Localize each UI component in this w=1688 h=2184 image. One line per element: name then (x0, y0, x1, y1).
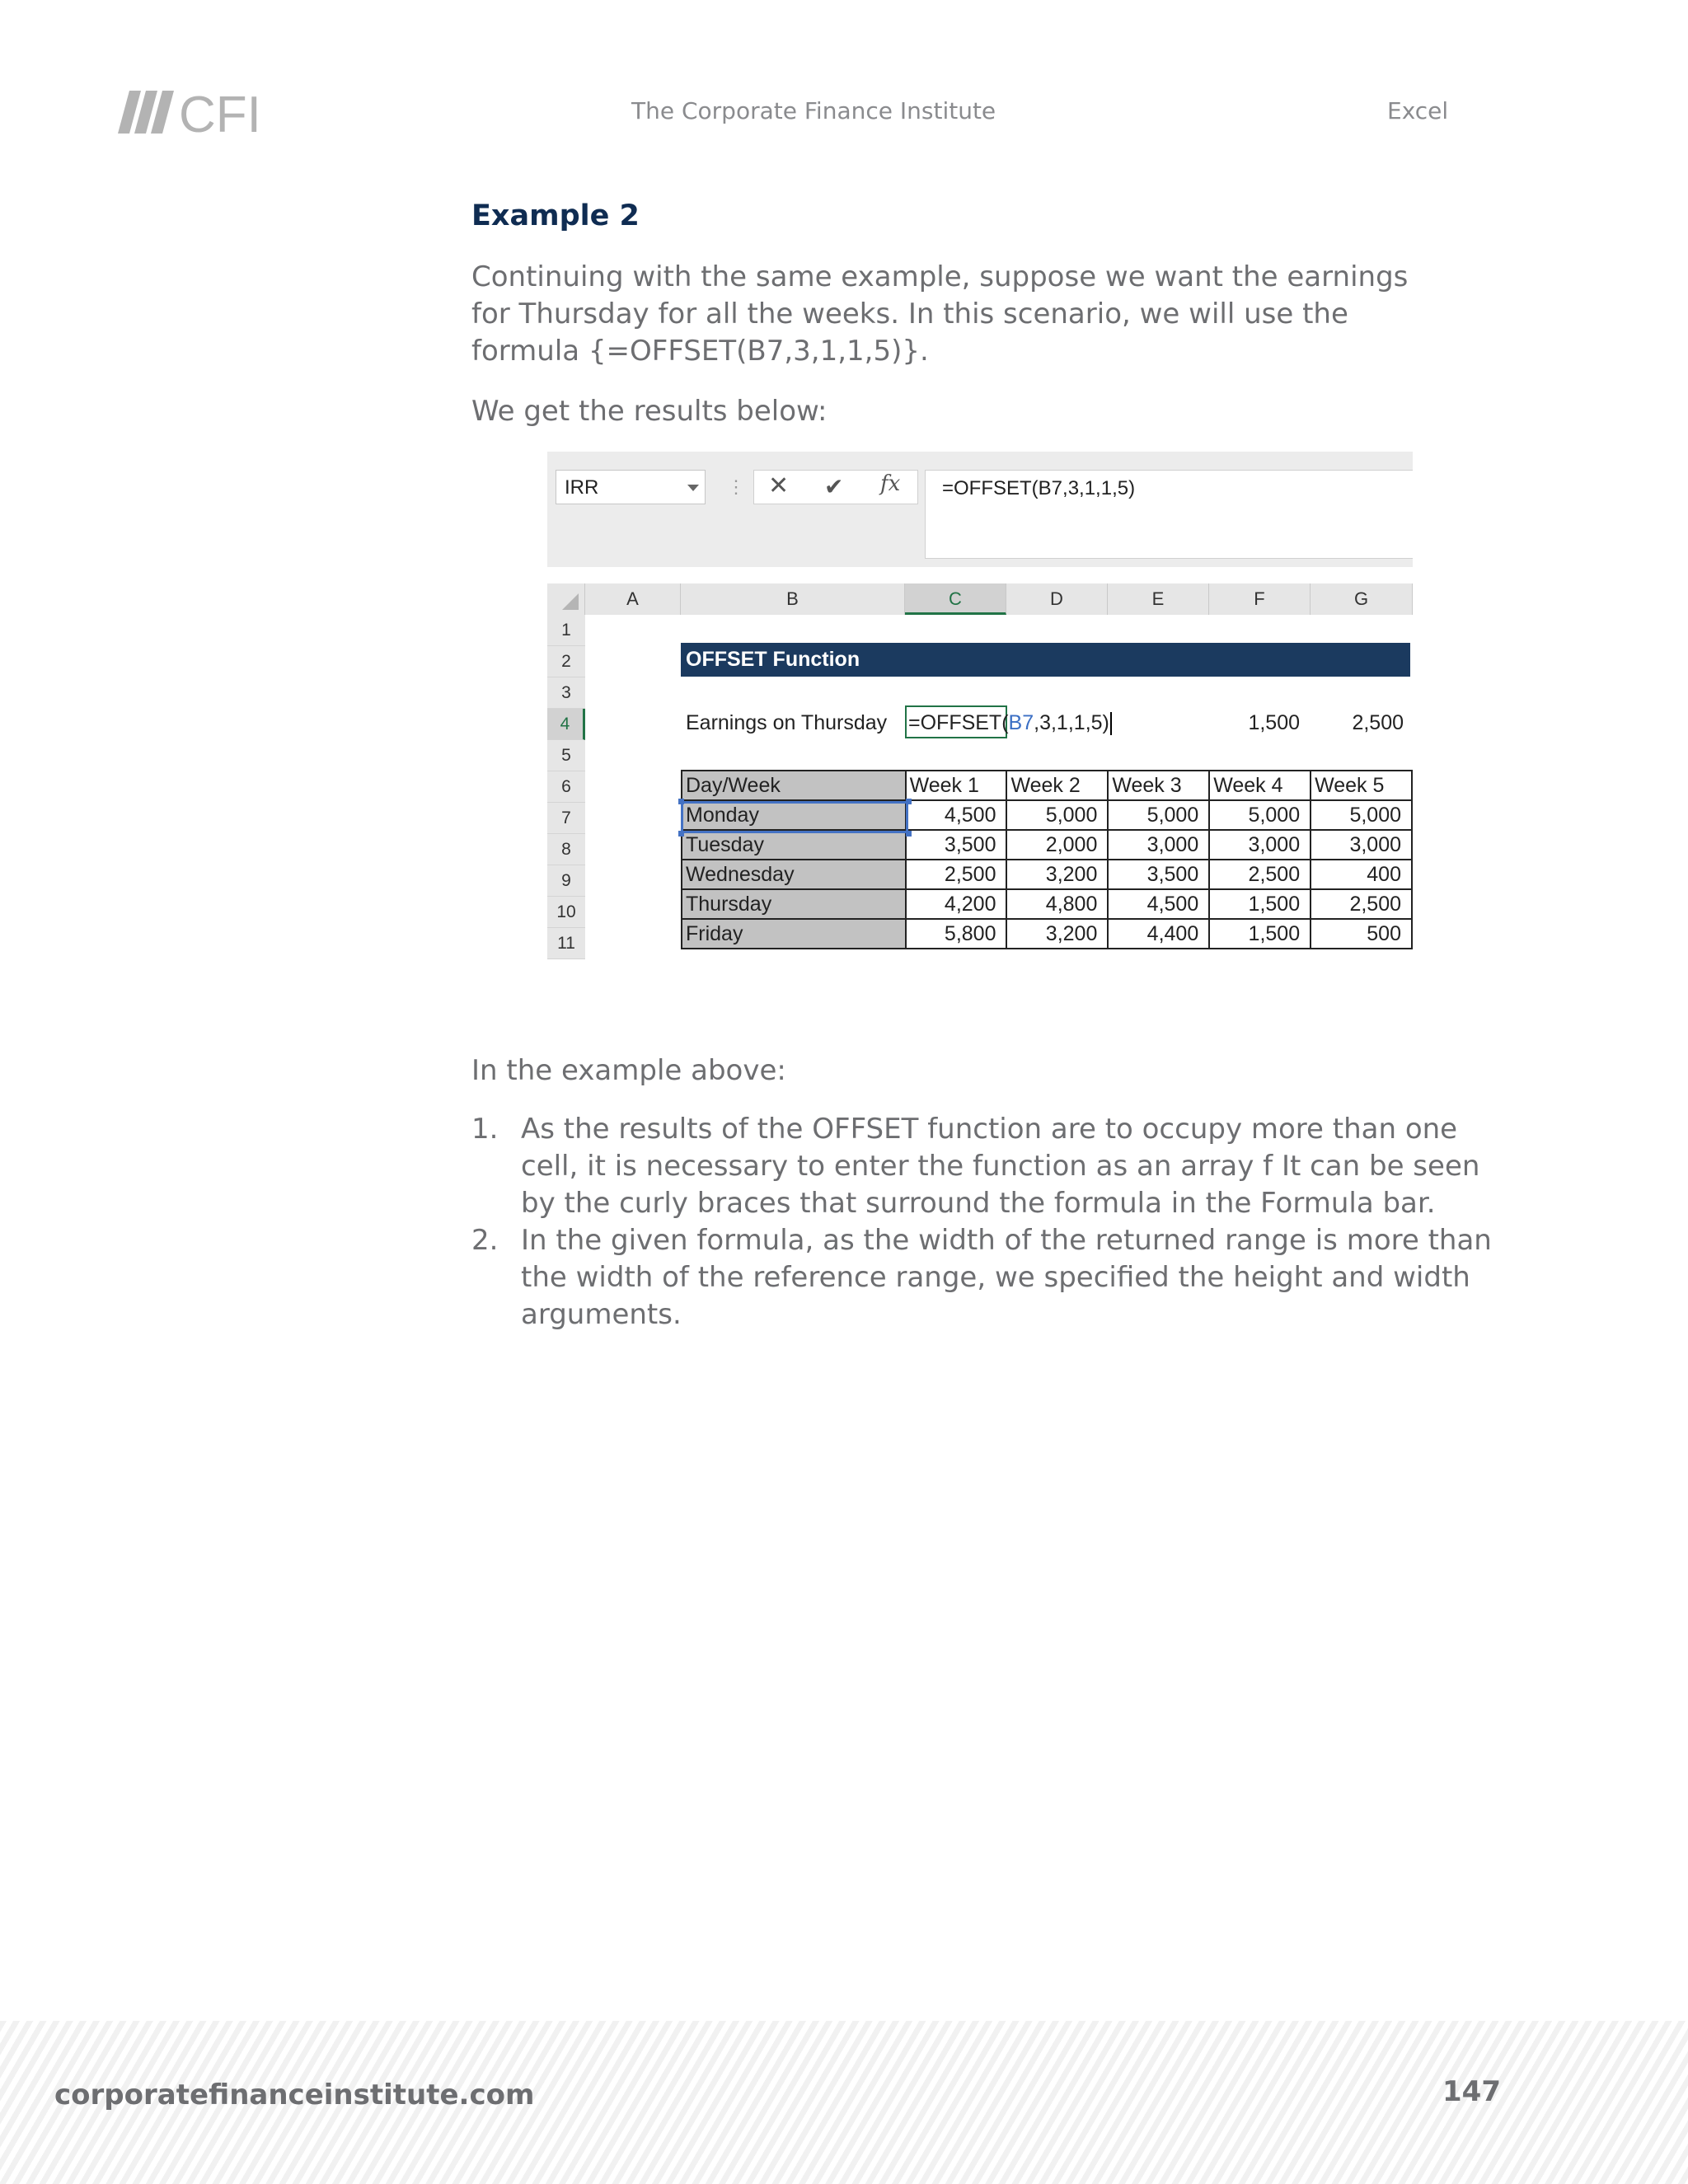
table-cell[interactable]: 500 (1311, 919, 1412, 949)
formula-prefix: =OFFSET( (908, 711, 1009, 734)
row-header-7[interactable]: 7 (547, 803, 585, 834)
row-header-2[interactable]: 2 (547, 646, 585, 677)
page-number: 147 (1442, 2075, 1501, 2108)
formula-cell-text (908, 707, 1112, 738)
row-header-3[interactable]: 3 (547, 677, 585, 709)
cfi-logo (113, 82, 278, 140)
row-header-6[interactable]: 6 (547, 771, 585, 803)
table-cell[interactable]: 1,500 (1209, 889, 1311, 919)
row-header-4[interactable]: 4 (547, 709, 585, 740)
table-cell[interactable]: 3,000 (1311, 830, 1412, 860)
table-cell[interactable]: Monday (682, 800, 906, 830)
insert-function-icon[interactable]: fx (880, 471, 901, 496)
explanation-list (471, 1111, 1510, 1333)
table-cell[interactable]: 2,500 (906, 860, 1007, 889)
table-cell[interactable]: 4,800 (1006, 889, 1108, 919)
table-cell[interactable]: 3,000 (1209, 830, 1311, 860)
header-title: The Corporate Finance Institute (631, 97, 996, 124)
table-cell[interactable]: 4,500 (1108, 889, 1209, 919)
column-header-c[interactable]: C (905, 583, 1006, 615)
table-header-cell[interactable]: Week 4 (1209, 771, 1311, 800)
select-all-icon (562, 593, 579, 610)
table-cell[interactable]: Thursday (682, 889, 906, 919)
table-row (682, 800, 1412, 830)
text-cursor (1110, 712, 1112, 735)
table-cell[interactable]: 3,200 (1006, 919, 1108, 949)
table-cell[interactable]: 4,500 (906, 800, 1007, 830)
table-header-cell[interactable]: Week 2 (1006, 771, 1108, 800)
table-cell[interactable]: 3,000 (1108, 830, 1209, 860)
table-cell[interactable]: Friday (682, 919, 906, 949)
svg-text:CFI: CFI (179, 87, 261, 140)
list-number: 1. (471, 1113, 499, 1146)
column-header-b[interactable]: B (681, 583, 905, 615)
row-header-10[interactable]: 10 (547, 897, 585, 928)
column-header-a[interactable]: A (585, 583, 681, 615)
list-number: 2. (471, 1224, 499, 1257)
table-row (682, 860, 1412, 889)
row-header-8[interactable]: 8 (547, 834, 585, 865)
table-cell[interactable]: 3,200 (1006, 860, 1108, 889)
table-header-row (682, 771, 1412, 800)
paragraph-results: We get the results below: (471, 395, 828, 428)
table-cell[interactable]: 2,500 (1311, 889, 1412, 919)
spill-cell-g4[interactable]: 2,500 (1352, 711, 1404, 734)
paragraph-explanation: In the example above: (471, 1054, 786, 1087)
table-cell[interactable]: Wednesday (682, 860, 906, 889)
table-cell[interactable]: 5,000 (1311, 800, 1412, 830)
table-row (682, 889, 1412, 919)
list-item (471, 1111, 1510, 1222)
table-cell[interactable]: 4,400 (1108, 919, 1209, 949)
table-header-cell[interactable]: Day/Week (682, 771, 906, 800)
table-cell[interactable]: 5,000 (1108, 800, 1209, 830)
table-cell[interactable]: 5,800 (906, 919, 1007, 949)
resize-handle[interactable] (906, 831, 912, 837)
column-header-f[interactable]: F (1209, 583, 1311, 615)
table-row (682, 919, 1412, 949)
list-item-text: In the given formula, as the width of the returned range is more than the width of the reference range, we specified the height and width arguments. (521, 1224, 1492, 1331)
column-header-e[interactable]: E (1108, 583, 1209, 615)
table-cell[interactable]: 4,200 (906, 889, 1007, 919)
section-heading: Example 2 (471, 199, 640, 232)
excel-screenshot (547, 452, 1413, 969)
table-header-cell[interactable]: Week 3 (1108, 771, 1209, 800)
row-header-11[interactable]: 11 (547, 928, 585, 959)
list-item-text: As the results of the OFFSET function are to occupy more than one cell, it is necessary to enter the function as an array f It can be seen by the curly braces that surround the formula in the Formula bar. (521, 1113, 1480, 1220)
table-header-cell[interactable]: Week 1 (906, 771, 1007, 800)
earnings-table (681, 770, 1413, 949)
row-header-5[interactable]: 5 (547, 740, 585, 771)
table-cell[interactable]: 5,000 (1209, 800, 1311, 830)
table-cell[interactable]: 400 (1311, 860, 1412, 889)
table-cell[interactable]: 5,000 (1006, 800, 1108, 830)
table-cell[interactable]: Tuesday (682, 830, 906, 860)
table-cell[interactable]: 2,500 (1209, 860, 1311, 889)
formula-suffix: ,3,1,1,5) (1034, 711, 1109, 734)
footer-url[interactable]: corporatefinanceinstitute.com (54, 2079, 535, 2111)
resize-handle[interactable] (906, 799, 912, 804)
spill-cell-f4[interactable]: 1,500 (1248, 711, 1300, 734)
formula-input[interactable]: =OFFSET(B7,3,1,1,5) (925, 470, 1413, 559)
column-header-d[interactable]: D (1006, 583, 1108, 615)
table-cell[interactable]: 2,000 (1006, 830, 1108, 860)
header-section: Excel (1387, 97, 1449, 124)
resize-handle[interactable] (678, 831, 684, 837)
list-item (471, 1222, 1510, 1333)
name-box[interactable]: IRR (556, 470, 706, 504)
check-icon[interactable]: ✔ (824, 474, 844, 499)
cancel-icon[interactable]: ✕ (768, 472, 790, 499)
row-header-9[interactable]: 9 (547, 865, 585, 897)
table-cell[interactable]: 3,500 (906, 830, 1007, 860)
column-header-g[interactable]: G (1311, 583, 1413, 615)
row-header-1[interactable]: 1 (547, 615, 585, 646)
earnings-label-cell[interactable]: Earnings on Thursday (686, 711, 888, 734)
table-row (682, 830, 1412, 860)
table-cell[interactable]: 3,500 (1108, 860, 1209, 889)
paragraph-intro: Continuing with the same example, suppose we want the earnings for Thursday for all the weeks. In this scenario, we will use the formula {=OFFSET(B7,3,1,1,5)}. (471, 260, 1409, 368)
table-cell[interactable]: 1,500 (1209, 919, 1311, 949)
table-header-cell[interactable]: Week 5 (1311, 771, 1412, 800)
formula-reference: B7 (1008, 711, 1034, 734)
chevron-down-icon[interactable] (687, 485, 699, 491)
offset-function-banner: OFFSET Function (681, 643, 1410, 677)
more-options-icon: ⋮ (727, 476, 745, 497)
resize-handle[interactable] (678, 799, 684, 804)
